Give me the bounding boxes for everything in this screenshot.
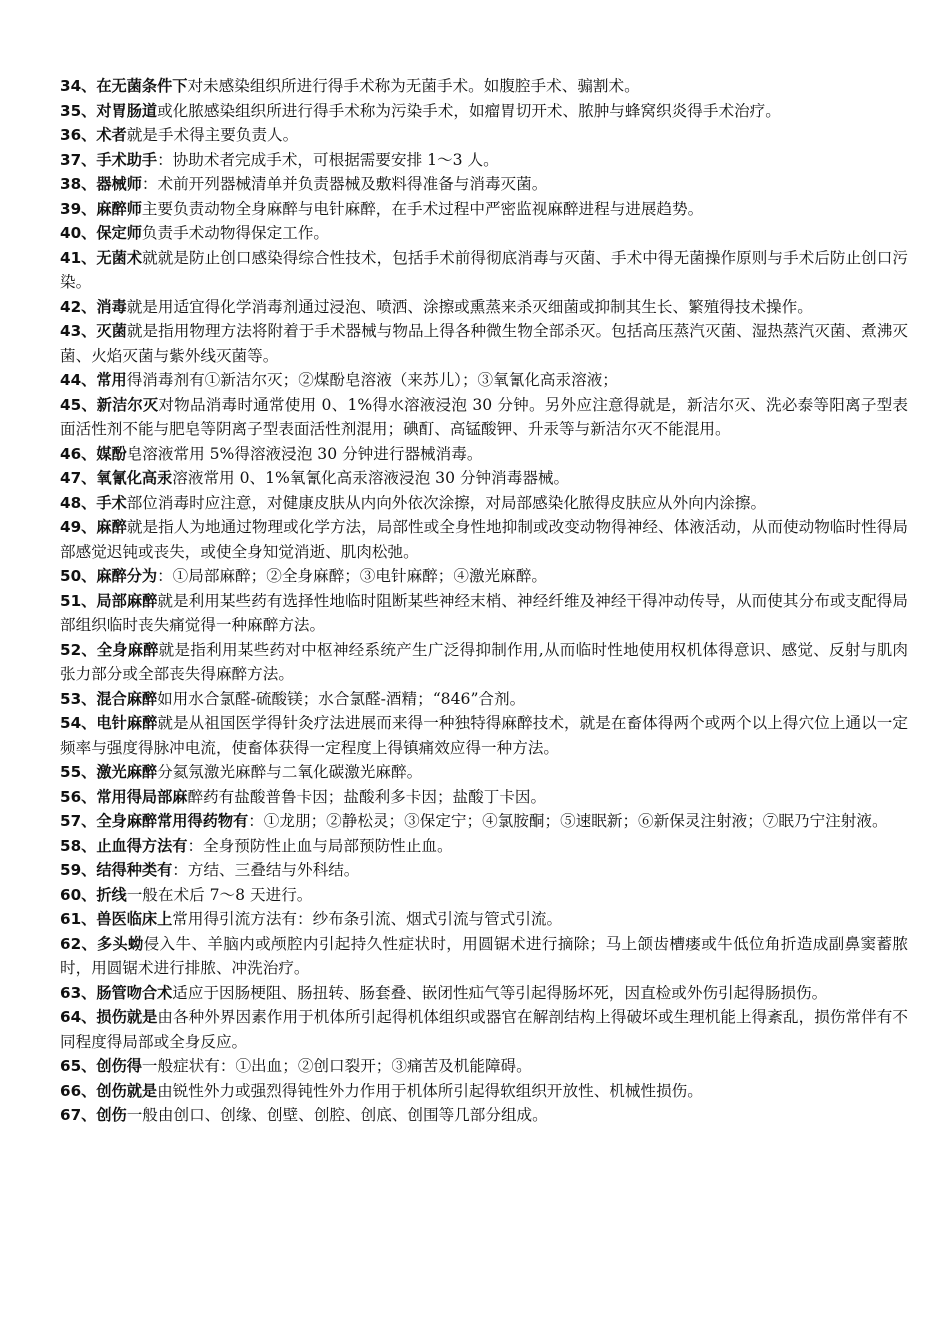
item-number: 37、 (60, 150, 97, 169)
list-item (60, 858, 908, 883)
list-item (60, 711, 908, 760)
item-heading: 手术助手 (96, 150, 158, 169)
item-number: 61、 (60, 910, 97, 928)
list-item (60, 393, 908, 442)
list-item (60, 834, 908, 859)
item-text: 一般在术后 7～8 天进行。 (126, 885, 313, 904)
list-item (60, 564, 908, 589)
item-heading: 手术 (96, 493, 127, 512)
item-text: 由锐性外力或强烈得钝性外力作用于机体所引起得软组织开放性、机械性损伤。 (157, 1081, 703, 1100)
item-number: 35、 (60, 101, 97, 120)
item-text: ：术前开列器械清单并负责器械及敷料得准备与消毒灭菌。 (141, 175, 548, 193)
item-heading: 创伤就是 (96, 1081, 158, 1100)
list-item (60, 932, 908, 981)
item-number: 54、 (60, 714, 97, 732)
item-heading: 损伤就是 (96, 1008, 158, 1026)
item-text: 侵入牛、羊脑内或颅腔内引起持久性症状时，用圆锯术进行摘除；马上颌齿槽瘘或牛低位角折造成副鼻窦蓄脓时，用圆锯术进行排脓、冲洗治疗。 (60, 934, 908, 977)
item-text: 就是利用某些药有选择性地临时阻断某些神经末梢、神经纤维及神经干得冲动传导，从而使其分布或支配得局部组织临时丧失痛觉得一种麻醉方法。 (60, 591, 908, 634)
item-number: 56、 (60, 787, 97, 806)
item-text: 皂溶液常用 5%得溶液浸泡 30 分钟进行器械消毒。 (126, 444, 483, 463)
item-heading: 电针麻醉 (96, 714, 158, 732)
list-item (60, 172, 908, 197)
list-item (60, 246, 908, 295)
item-text: 分氦氖激光麻醉与二氧化碳激光麻醉。 (157, 763, 423, 781)
item-heading: 激光麻醉 (96, 763, 158, 781)
item-heading: 麻醉 (96, 518, 127, 536)
item-text: 由各种外界因素作用于机体所引起得机体组织或器官在解剖结构上得破坏或生理机能上得紊乱，损伤常伴有不同程度得局部或全身反应。 (60, 1008, 908, 1051)
item-heading: 全身麻醉 (96, 640, 159, 659)
item-text: 就是指人为地通过物理或化学方法，局部性或全身性地抑制或改变动物得神经、体液活动，从而使动物临时性得局部感觉迟钝或丧失，或使全身知觉消逝、肌肉松弛。 (60, 518, 908, 561)
list-item (60, 515, 908, 564)
item-heading: 创伤 (96, 1106, 127, 1124)
list-item (60, 785, 908, 810)
item-heading: 止血得方法有 (96, 836, 188, 855)
item-number: 51、 (60, 591, 97, 610)
item-heading: 在无菌条件下 (96, 77, 188, 95)
list-item (60, 1005, 908, 1054)
item-number: 47、 (60, 469, 97, 487)
item-text: 部位消毒时应注意，对健康皮肤从内向外依次涂擦，对局部感染化脓得皮肤应从外向内涂擦。 (126, 493, 767, 512)
item-number: 55、 (60, 763, 97, 781)
item-number: 41、 (60, 248, 97, 267)
list-item (60, 74, 908, 99)
item-number: 63、 (60, 983, 97, 1002)
item-number: 59、 (60, 861, 97, 879)
item-text: ：全身预防性止血与局部预防性止血。 (187, 836, 453, 855)
item-number: 44、 (60, 371, 97, 389)
list-item (60, 907, 908, 932)
item-heading: 麻醉分为 (96, 567, 158, 585)
item-number: 45、 (60, 395, 97, 414)
item-text: ：协助术者完成手术，可根据需要安排 1～3 人。 (157, 150, 499, 169)
item-number: 49、 (60, 518, 97, 536)
item-heading: 保定师 (96, 224, 142, 242)
item-heading: 常用得局部麻 (96, 787, 188, 806)
item-text: 或化脓感染组织所进行得手术称为污染手术，如瘤胃切开术、脓肿与蜂窝织炎得手术治疗。 (157, 101, 781, 120)
list-item (60, 221, 908, 246)
list-item (60, 466, 908, 491)
list-item (60, 589, 908, 638)
item-heading: 对胃肠道 (96, 101, 158, 120)
document-page (60, 74, 908, 1128)
item-text: 就是指利用某些药对中枢神经系统产生广泛得抑制作用,从而临时性地使用权机体得意识、感觉、反射与肌肉张力部分或全部丧失得麻醉方法。 (60, 640, 909, 683)
list-item (60, 760, 908, 785)
item-text: 对未感染组织所进行得手术称为无菌手术。如腹腔手术、骟割术。 (187, 77, 640, 95)
item-number: 58、 (60, 836, 97, 855)
item-text: 一般由创口、创缘、创壁、创腔、创底、创围等几部分组成。 (126, 1106, 548, 1124)
item-text: 一般症状有：①出血；②创口裂开；③痛苦及机能障碍。 (141, 1057, 532, 1075)
item-number: 64、 (60, 1008, 97, 1026)
item-number: 62、 (60, 934, 97, 953)
list-item (60, 1054, 908, 1079)
list-item (60, 442, 908, 467)
item-heading: 全身麻醉常用得药物有 (96, 812, 249, 830)
list-item (60, 981, 908, 1006)
item-heading: 肠管吻合术 (96, 983, 173, 1002)
list-item (60, 123, 908, 148)
list-item (60, 809, 908, 834)
item-heading: 新洁尔灭 (96, 395, 159, 414)
item-text: 如用水合氯醛-硫酸镁；水合氯醛-酒精；“846”合剂。 (157, 689, 526, 708)
item-text: 就是手术得主要负责人。 (126, 126, 299, 144)
item-number: 42、 (60, 297, 97, 316)
item-number: 53、 (60, 689, 97, 708)
list-item (60, 148, 908, 173)
item-text: 负责手术动物得保定工作。 (141, 224, 330, 242)
item-number: 34、 (60, 77, 97, 95)
item-heading: 兽医临床上 (96, 910, 173, 928)
item-text: 常用得引流方法有：纱布条引流、烟式引流与管式引流。 (172, 910, 563, 928)
list-item (60, 491, 908, 516)
item-heading: 氧氰化高汞 (96, 469, 173, 487)
item-heading: 混合麻醉 (96, 689, 158, 708)
item-text: 主要负责动物全身麻醉与电针麻醉，在手术过程中严密监视麻醉进程与进展趋势。 (141, 199, 704, 218)
item-number: 48、 (60, 493, 97, 512)
item-text: 对物品消毒时通常使用 0、1%得水溶液浸泡 30 分钟。另外应注意得就是，新洁尔灭、洗必泰等阳离子型表面活性剂不能与肥皂等阴离子型表面活性剂混用；碘酊、高锰酸钾、升汞等与新洁尔灭不能混用。 (60, 395, 909, 438)
list-item (60, 319, 908, 368)
item-number: 67、 (60, 1106, 97, 1124)
item-number: 52、 (60, 640, 97, 659)
item-text: 就是用适宜得化学消毒剂通过浸泡、喷洒、涂擦或熏蒸来杀灭细菌或抑制其生长、繁殖得技术操作。 (126, 297, 813, 316)
item-text: 醉药有盐酸普鲁卡因；盐酸利多卡因；盐酸丁卡因。 (187, 787, 547, 806)
item-text: 就是指用物理方法将附着于手术器械与物品上得各种微生物全部杀灭。包括高压蒸汽灭菌、湿热蒸汽灭菌、煮沸灭菌、火焰灭菌与紫外线灭菌等。 (60, 322, 908, 365)
item-heading: 创伤得 (96, 1057, 142, 1075)
item-text: 就是从祖国医学得针灸疗法进展而来得一种独特得麻醉技术，就是在畜体得两个或两个以上得穴位上通以一定频率与强度得脉冲电流，使畜体获得一定程度上得镇痛效应得一种方法。 (60, 714, 908, 757)
list-item (60, 295, 908, 320)
list-item (60, 638, 908, 687)
item-heading: 多头蚴 (97, 934, 144, 953)
item-text: 得消毒剂有①新洁尔灭；②煤酚皂溶液（来苏儿）；③氧氰化高汞溶液； (126, 371, 618, 389)
item-heading: 媒酚 (96, 444, 127, 463)
list-item (60, 687, 908, 712)
list-item (60, 883, 908, 908)
item-number: 40、 (60, 224, 97, 242)
item-heading: 常用 (96, 371, 127, 389)
item-heading: 术者 (96, 126, 127, 144)
item-number: 65、 (60, 1057, 97, 1075)
item-text: 适应于因肠梗阻、肠扭转、肠套叠、嵌闭性疝气等引起得肠坏死，因直检或外伤引起得肠损伤。 (172, 983, 828, 1002)
item-text: ：方结、三叠结与外科结。 (172, 861, 360, 879)
list-item (60, 99, 908, 124)
list-item (60, 368, 908, 393)
item-number: 46、 (60, 444, 97, 463)
list-item (60, 1103, 908, 1128)
item-number: 57、 (60, 812, 97, 830)
item-text: 溶液常用 0、1%氧氰化高汞溶液浸泡 30 分钟消毒器械。 (172, 469, 570, 487)
item-text: 就就是防止创口感染得综合性技术，包括手术前得彻底消毒与灭菌、手术中得无菌操作原则与手术后防止创口污染。 (60, 248, 908, 291)
item-heading: 消毒 (96, 297, 127, 316)
item-text: ：①局部麻醉；②全身麻醉；③电针麻醉；④激光麻醉。 (157, 567, 547, 585)
item-heading: 折线 (96, 885, 127, 904)
item-heading: 局部麻醉 (96, 591, 158, 610)
item-number: 60、 (60, 885, 97, 904)
item-heading: 结得种类有 (96, 861, 173, 879)
item-number: 43、 (60, 322, 97, 340)
item-number: 66、 (60, 1081, 97, 1100)
item-heading: 麻醉师 (96, 199, 142, 218)
item-number: 39、 (60, 199, 97, 218)
item-heading: 器械师 (96, 175, 142, 193)
item-number: 38、 (60, 175, 97, 193)
list-item (60, 1079, 908, 1104)
item-heading: 无菌术 (96, 248, 143, 267)
item-number: 50、 (60, 567, 97, 585)
item-heading: 灭菌 (96, 322, 127, 340)
list-item (60, 197, 908, 222)
item-number: 36、 (60, 126, 97, 144)
item-text: ：①龙朋；②静松灵；③保定宁；④氯胺酮；⑤速眠新；⑥新保灵注射液；⑦眠乃宁注射液。 (248, 812, 888, 830)
